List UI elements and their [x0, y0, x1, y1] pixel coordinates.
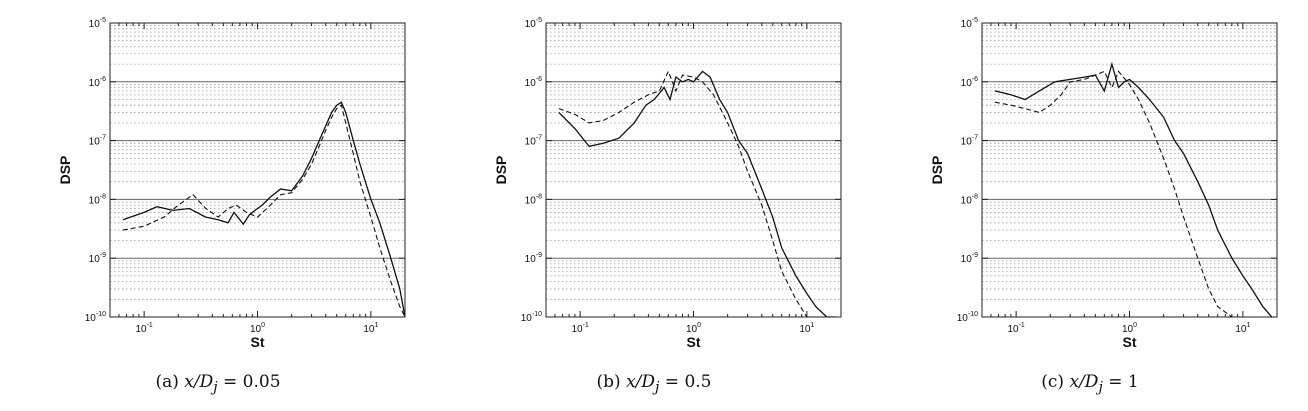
y-tick-label: $10^{-10}$: [520, 311, 542, 324]
series-dashed-line: [123, 105, 405, 317]
chart-svg-b: [436, 0, 872, 370]
caption-var: x/D: [184, 372, 214, 392]
y-axis-label: DSP: [493, 155, 509, 185]
chart-panel-a: [0, 0, 436, 411]
x-axis-label: St: [686, 334, 701, 350]
caption-sub: j: [213, 379, 218, 396]
x-axis-label: St: [250, 334, 265, 350]
chart-panel-b: [436, 0, 872, 411]
caption-a: [0, 372, 436, 395]
y-tick-label: $10^{-10}$: [84, 311, 106, 324]
caption-sub: j: [655, 379, 660, 396]
x-tick-label: $10^0$: [685, 322, 702, 335]
caption-sub: j: [1098, 379, 1103, 396]
x-tick-label: $10^1$: [363, 322, 379, 335]
x-axis-label: St: [1122, 334, 1137, 350]
y-tick-label: $10^{-8}$: [960, 193, 978, 207]
y-tick-label: $10^{-6}$: [524, 75, 542, 89]
y-tick-label: $10^{-7}$: [960, 134, 978, 148]
caption-var: x/D: [626, 372, 656, 392]
y-tick-label: $10^{-8}$: [88, 193, 106, 207]
series-solid-line: [559, 71, 836, 317]
caption-rest: = 0.05: [217, 372, 281, 392]
caption-prefix: (b): [596, 372, 627, 392]
plot-frame: [110, 23, 405, 317]
x-tick-label: $10^0$: [249, 322, 266, 335]
y-tick-label: $10^{-6}$: [88, 75, 106, 89]
y-axis-label: DSP: [929, 155, 945, 185]
x-tick-label: $10^1$: [1235, 322, 1251, 335]
plot-frame: [546, 23, 841, 317]
y-tick-label: $10^{-5}$: [524, 17, 542, 30]
y-tick-label: $10^{-7}$: [524, 134, 542, 148]
caption-var: x/D: [1069, 372, 1099, 392]
y-tick-label: $10^{-7}$: [88, 134, 106, 148]
x-tick-label: $10^{-1}$: [1007, 322, 1025, 335]
caption-prefix: (a): [155, 372, 185, 392]
y-tick-label: $10^{-9}$: [524, 252, 542, 266]
series-solid-line: [995, 64, 1272, 317]
y-tick-label: $10^{-8}$: [524, 193, 542, 207]
y-tick-label: $10^{-9}$: [960, 252, 978, 266]
x-tick-label: $10^1$: [799, 322, 815, 335]
caption-rest: = 0.5: [659, 372, 712, 392]
caption-b: [436, 372, 872, 395]
y-tick-label: $10^{-5}$: [960, 17, 978, 30]
caption-prefix: (c): [1041, 372, 1070, 392]
plot-frame: [982, 23, 1277, 317]
y-tick-label: $10^{-10}$: [956, 311, 978, 324]
y-tick-label: $10^{-5}$: [88, 17, 106, 30]
series-dashed-line: [559, 71, 816, 317]
caption-rest: = 1: [1102, 372, 1139, 392]
caption-c: [872, 372, 1308, 395]
chart-svg-c: [872, 0, 1308, 370]
y-tick-label: $10^{-6}$: [960, 75, 978, 89]
y-tick-label: $10^{-9}$: [88, 252, 106, 266]
y-axis-label: DSP: [57, 155, 73, 185]
chart-svg-a: [0, 0, 436, 370]
x-tick-label: $10^{-1}$: [135, 322, 153, 335]
chart-panel-c: [872, 0, 1308, 411]
series-solid-line: [123, 102, 405, 317]
series-dashed-line: [995, 71, 1252, 317]
x-tick-label: $10^{-1}$: [571, 322, 589, 335]
x-tick-label: $10^0$: [1121, 322, 1138, 335]
